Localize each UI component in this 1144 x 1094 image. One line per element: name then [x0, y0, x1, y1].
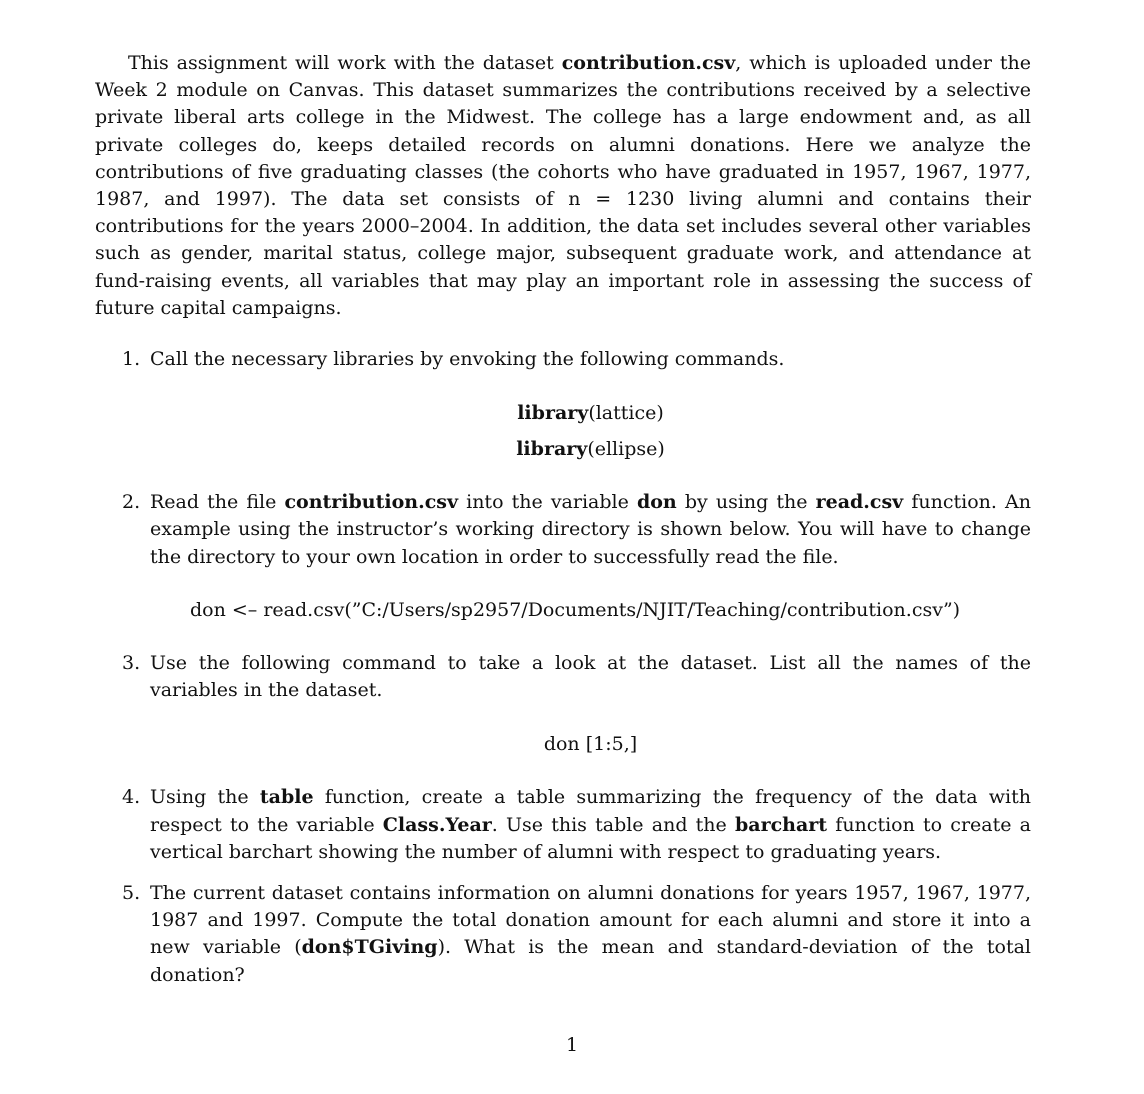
document-body	[95, 50, 1031, 1003]
code-view-dataset: don [1:5,]	[543, 733, 638, 756]
list-item-4: 4. Using the table function, create a table summarizing the frequency of the data with respect to the variable Class.Year. Use this table and the barchart function to create a vertical barchart showing the number of alumni with respect to graduating years.	[122, 786, 1031, 863]
list-item-5: 5. The current dataset contains information on alumni donations for years 1957, 1967, 1977, 1987 and 1997. Compute the total donation amount for each alumni and store it into a new variable (don$TGiving). What is the mean and standard-deviation of the total donation?	[122, 882, 1031, 986]
intro-paragraph: This assignment will work with the dataset contribution.csv, which is uploaded under the Week 2 module on Canvas. This dataset summarizes the contributions received by a selective private liberal arts college in the Midwest. The college has a large endowment and, as all private colleges do, keeps detailed records on alumni donations. Here we analyze the contributions of five graduating classes (the cohorts who have graduated in 1957, 1967, 1977, 1987, and 1997). The data set consists of n = 1230 living alumni and contains their contributions for the years 2000–2004. In addition, the data set includes several other variables such as gender, marital status, college major, subsequent graduate work, and attendance at fund-raising events, all variables that may play an important role in assessing the success of future capital campaigns.	[95, 52, 1031, 319]
code-read-csv: don <– read.csv(”C:/Users/sp2957/Documents/NJIT/Teaching/contribution.csv”)	[190, 598, 961, 621]
code-block-libraries	[150, 395, 1031, 467]
list-item-2: 2. Read the file contribution.csv into the variable don by using the read.csv function. An example using the instructor’s working directory is shown below. You will have to change the directory to your own location in order to successfully read the file. don <– read.csv(”C:/Users/sp2957/Documents/NJIT/Teaching/contribution.csv”)	[95, 489, 1031, 624]
code-line-lattice: library(lattice)	[517, 402, 664, 425]
dataset-filename: contribution.csv	[561, 52, 736, 74]
page-number: 1	[565, 1034, 579, 1056]
code-line-ellipse: library(ellipse)	[516, 438, 665, 461]
instruction-list	[95, 346, 1031, 989]
list-item-1: 1. Call the necessary libraries by envoking the following commands. library(lattice) library(ellipse)	[95, 346, 1031, 467]
list-item-3: 3. Use the following command to take a look at the dataset. List all the names of the variables in the dataset. don [1:5,]	[95, 650, 1031, 762]
